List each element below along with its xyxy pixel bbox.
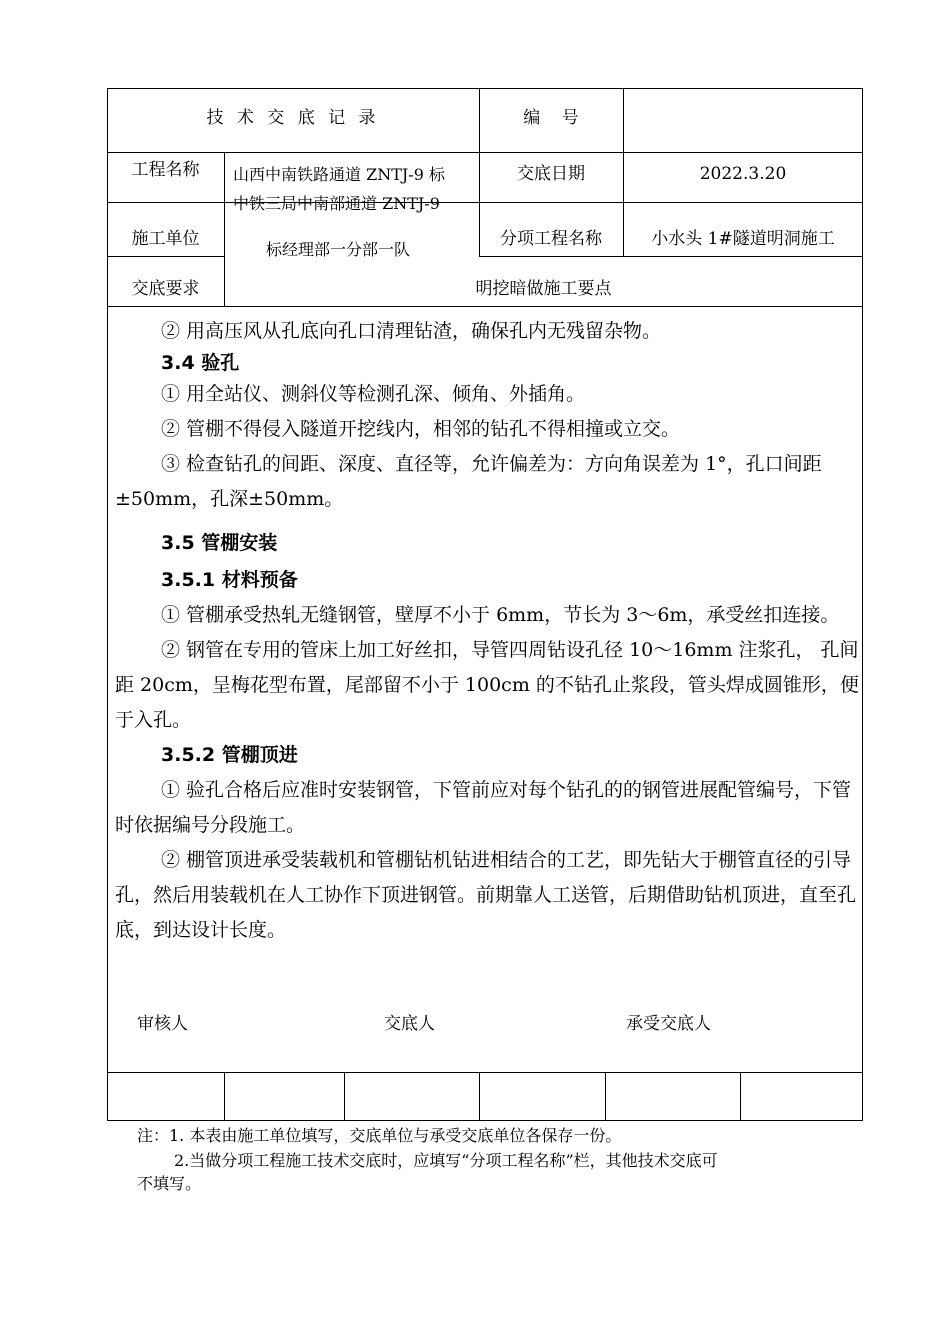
requirement-value: 明挖暗做施工要点	[475, 279, 612, 299]
paragraph: ③ 检查钻孔的间距、深度、直径等，允许偏差为：方向角误差为 1°，孔口间距±50mm，孔深±50mm。	[115, 453, 822, 510]
project-name-label: 工程名称	[131, 160, 200, 180]
row-divider	[107, 306, 863, 307]
date-value: 2022.3.20	[699, 164, 787, 184]
note-line: 2.当做分项工程施工技术交底时，应填写“分项工程名称”栏，其他技术交底可	[174, 1151, 718, 1170]
receiver-label: 承受交底人	[626, 1014, 711, 1034]
row-divider	[107, 256, 224, 257]
project-name-value: 山西中南铁路通道 ZNTJ-9 标	[233, 165, 445, 184]
paragraph: ① 管棚承受热轧无缝钢管，壁厚不小于 6mm，节长为 3～6m，承受丝扣连接。	[161, 604, 840, 626]
unit-value-line1: 中铁三局中南部通道 ZNTJ-9	[233, 194, 440, 213]
subproject-label: 分项工程名称	[500, 229, 602, 249]
date-label: 交底日期	[517, 164, 585, 184]
col-divider	[479, 1072, 480, 1121]
unit-label: 施工单位	[131, 229, 200, 249]
paragraph: ② 钢管在专用的管床上加工好丝扣，导管四周钻设孔径 10～16mm 注浆孔， 孔间距 20cm，呈梅花型布置，尾部留不小于 100cm 的不钻孔止浆段，管头焊成圆锥形，便于入孔。	[115, 639, 859, 731]
row-divider	[479, 202, 863, 203]
paragraph: ② 管棚不得侵入隧道开挖线内，相邻的钻孔不得相撞或立交。	[161, 418, 681, 440]
col-divider	[344, 1072, 345, 1121]
row-divider	[479, 256, 863, 257]
paragraph: ① 验孔合格后应准时安装钢管，下管前应对每个钻孔的的钢管进展配管编号，下管时依据编号分段施工。	[115, 779, 852, 836]
paragraph: ② 棚管顶进承受装载机和管棚钻机钻进相结合的工艺，即先钻大于棚管直径的引导孔，然后用装载机在人工协作下顶进钢管。前期靠人工送管，后期借助钻机顶进，直至孔底，到达设计长度。	[115, 849, 857, 941]
disclosure-content	[115, 314, 860, 948]
section-heading: 3.5 管棚安装	[161, 532, 278, 554]
form-title: 技 术 交 底 记 录	[206, 108, 380, 128]
requirement-label: 交底要求	[131, 279, 200, 299]
row-divider	[107, 152, 863, 153]
subproject-value: 小水头 1#隧道明洞施工	[651, 229, 835, 249]
col-divider	[224, 1072, 225, 1121]
row-divider	[107, 1072, 863, 1073]
reviewer-label: 审核人	[137, 1014, 188, 1034]
paragraph: ① 用全站仪、测斜仪等检测孔深、倾角、外插角。	[161, 383, 586, 405]
subsection-heading: 3.5.1 材料预备	[161, 569, 298, 591]
subsection-heading: 3.5.2 管棚顶进	[161, 744, 298, 766]
unit-value-line2: 标经理部一分部一队	[266, 240, 411, 259]
col-divider	[740, 1072, 741, 1121]
discloser-label: 交底人	[384, 1014, 435, 1034]
paragraph: ② 用高压风从孔底向孔口清理钻渣，确保孔内无残留杂物。	[161, 320, 662, 342]
col-divider	[605, 1072, 606, 1121]
note-line: 不填写。	[137, 1174, 202, 1193]
section-heading: 3.4 验孔	[161, 352, 240, 374]
note-line: 注：1. 本表由施工单位填写，交底单位与承受交底单位各保存一份。	[137, 1126, 622, 1145]
number-label: 编 号	[523, 108, 579, 128]
